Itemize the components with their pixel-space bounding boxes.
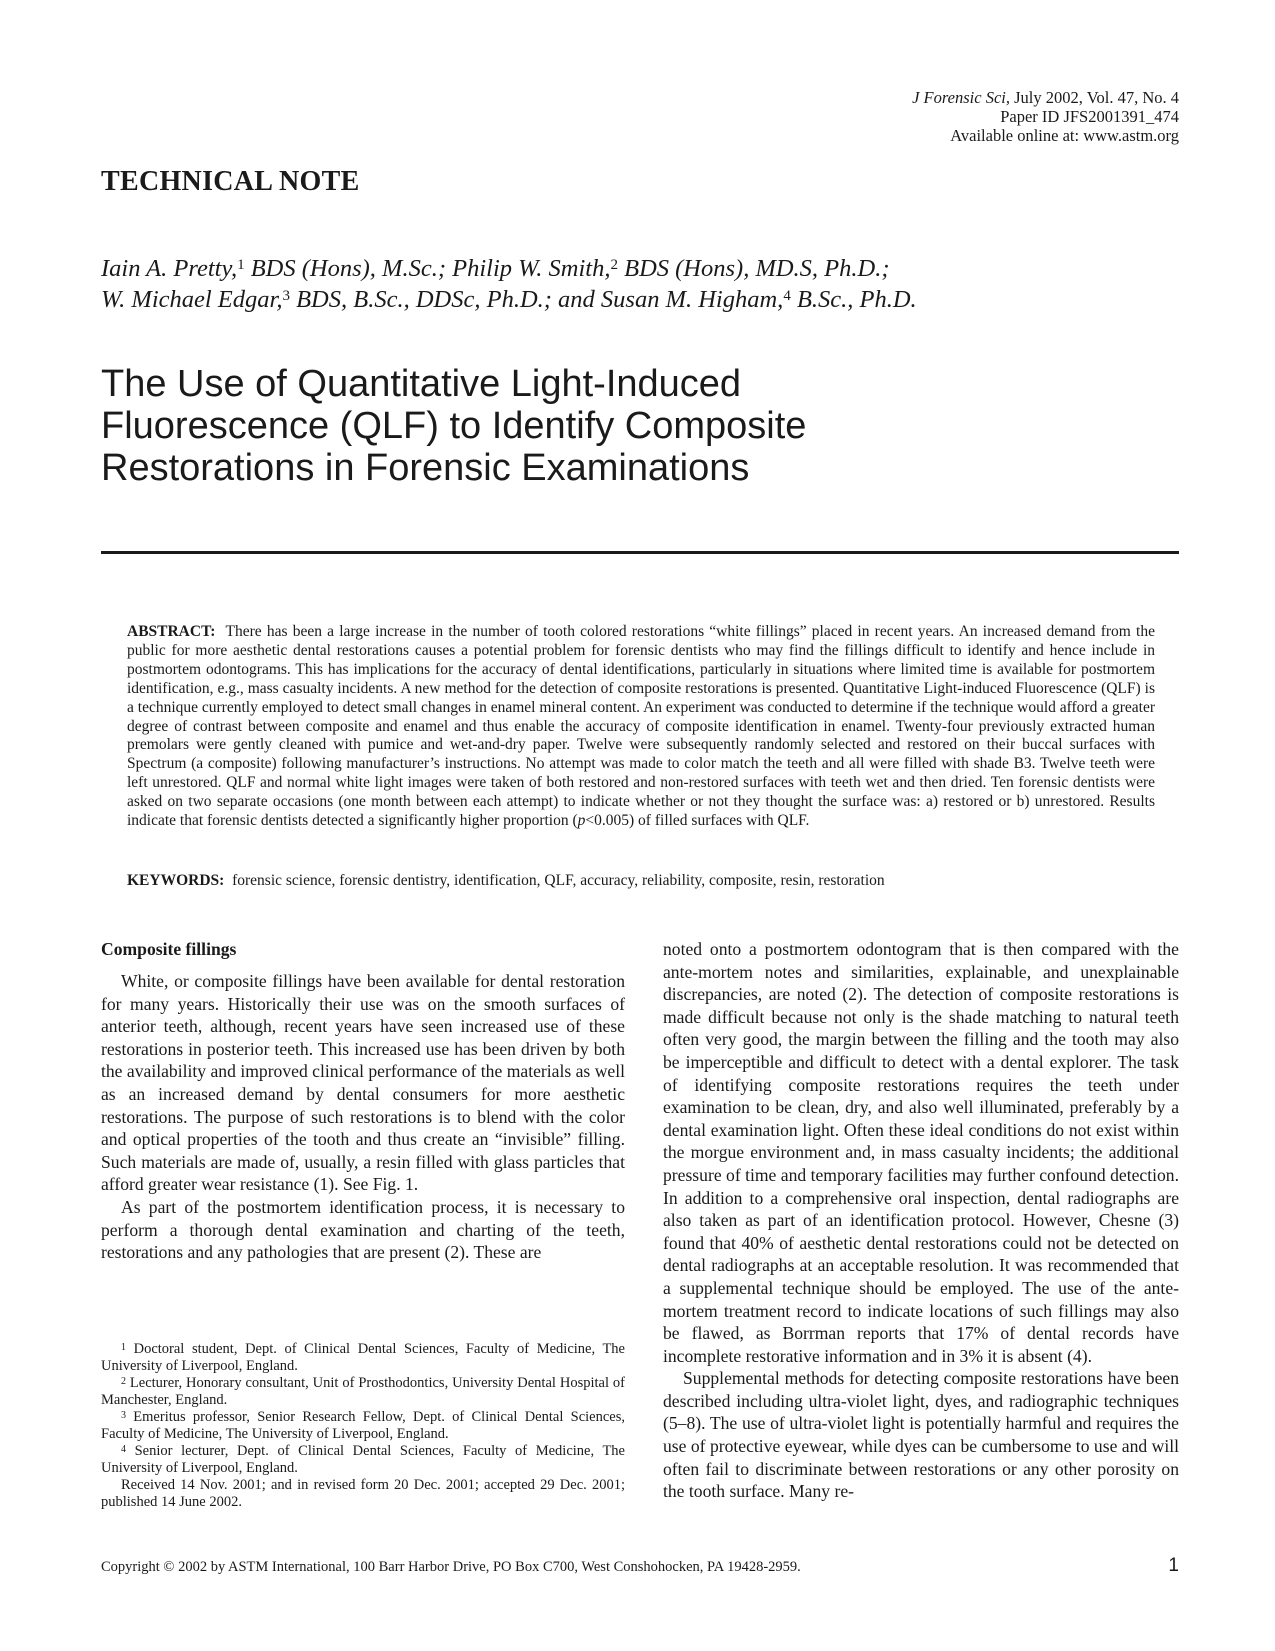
footnote-text: Emeritus professor, Senior Research Fellow, Dept. of Clinical Dental Sciences, Faculty of Medicine, The University of Liverpool, England.: [101, 1409, 625, 1442]
section-type-heading: TECHNICAL NOTE: [101, 166, 360, 197]
abstract-text-end: <0.005) of filled surfaces with QLF.: [585, 812, 810, 830]
footnote-mark: 3: [121, 1410, 126, 1421]
keywords-text: forensic science, forensic dentistry, identification, QLF, accuracy, reliability, composite, resin, restoration: [232, 872, 885, 889]
author-affiliation-mark: 3: [282, 288, 290, 304]
footnote-text: Lecturer, Honorary consultant, Unit of Prosthodontics, University Dental Hospital of Manchester, England.: [101, 1375, 625, 1408]
journal-issue: July 2002, Vol. 47, No. 4: [1010, 88, 1179, 107]
journal-line: [912, 88, 1179, 107]
body-paragraph: noted onto a postmortem odontogram that is then compared with the ante-mortem notes and similarities, explainable, and unexplainable discrepancies, are noted (2). The detection of composite restorations is made difficult because not only is the shade matching to natural teeth often very good, the margin between the filling and the tooth may also be imperceptible and difficult to detect with a dental explorer. The task of identifying composite restorations requires the teeth under examination to be clean, dry, and also well illuminated, preferably by a dental examination light. Often these ideal conditions do not exist within the morgue environment and, in mass casualty incidents; the additional pressure of time and temporary facilities may further confound detection. In addition to a comprehensive oral inspection, dental radiographs are also taken as part of an identification protocol. However, Chesne (3) found that 40% of aesthetic dental restorations could not be detected on dental radiographs at an acceptable resolution. It was recommended that a supplemental technique should be employed. The use of the ante-mortem treatment record to indicate locations of such fillings may also be flawed, as Borrman reports that 17% of dental records have incomplete restorative information and in 3% it is absent (4).: [663, 939, 1179, 1366]
title-line: Fluorescence (QLF) to Identify Composite: [101, 405, 807, 447]
title-divider: [101, 551, 1179, 554]
author-name: Philip W. Smith,: [452, 255, 611, 282]
abstract: [127, 623, 1155, 831]
author-name: Iain A. Pretty,: [101, 255, 238, 282]
footnote: [101, 1375, 625, 1409]
body-paragraph: As part of the postmortem identification process, it is necessary to perform a thorough dental examination and charting of the teeth, restorations and any pathologies that are present (2). These are: [101, 1196, 625, 1263]
footnote: [101, 1409, 625, 1443]
author-affiliation-mark: 4: [783, 288, 791, 304]
author-degrees: BDS, B.Sc., DDSc, Ph.D.; and: [289, 286, 601, 313]
title-line: The Use of Quantitative Light-Induced: [101, 363, 742, 405]
journal-citation-block: [912, 88, 1179, 145]
keywords: [127, 871, 1155, 890]
paper-id: Paper ID JFS2001391_474: [1000, 107, 1179, 126]
left-column: [101, 938, 625, 1264]
footnote-mark: 4: [121, 1444, 126, 1455]
author-list: [101, 253, 1101, 315]
title-line: Restorations in Forensic Examinations: [101, 447, 750, 489]
copyright-line: Copyright © 2002 by ASTM International, 100 Barr Harbor Drive, PO Box C700, West Conshohocken, PA 19428-2959.: [101, 1559, 801, 1575]
page-number: 1: [1168, 1555, 1179, 1576]
footnote-mark: 2: [121, 1376, 126, 1387]
footnotes: [101, 1341, 625, 1511]
author-name: W. Michael Edgar,: [101, 286, 283, 313]
abstract-text: There has been a large increase in the number of tooth colored restorations “white fillings” placed in recent years. An increased demand from the public for more aesthetic dental restorations causes a potential problem for forensic dentists who may find the fillings difficult to identify and hence include in postmortem odontograms. This has implications for the accuracy of dental identifications, particularly in situations where limited time is available for postmortem identification, e.g., mass casualty incidents. A new method for the detection of composite restorations is presented. Quantitative Light-induced Fluorescence (QLF) is a technique currently employed to detect small changes in enamel mineral content. An experiment was conducted to determine if the technique would afford a greater degree of contrast between composite and enamel and thus enable the accuracy of composite identification in enamel. Twenty-four previously extracted human premolars were gently cleaned with pumice and wet-and-dry paper. Twelve were subsequently randomly selected and restored on their buccal surfaces with Spectrum (a composite) following manufacturer’s instructions. No attempt was made to color match the teeth and all were filled with shade B3. Twelve teeth were left unrestored. QLF and normal white light images were taken of both restored and non-restored surfaces with teeth wet and then dried. Ten forensic dentists were asked on two separate occasions (one month between each attempt) to indicate whether or not they thought the surface was: a) restored or b) unrestored. Results indicate that forensic dentists detected a significantly higher proportion (: [127, 623, 1155, 830]
body-paragraph: Supplemental methods for detecting composite restorations have been described including ultra-violet light, dyes, and radiographic techniques (5–8). The use of ultra-violet light is potentially harmful and requires the use of protective eyewear, while dyes can be cumbersome to use and will often fail to discriminate between restorations or any other porosity on the tooth surface. Many re-: [663, 1368, 1179, 1502]
section-heading: Composite fillings: [101, 939, 237, 959]
author-degrees: BDS (Hons), MD.S, Ph.D.;: [617, 255, 890, 282]
right-column: [663, 938, 1179, 1503]
footnote: [101, 1341, 625, 1375]
journal-name: J Forensic Sci,: [912, 88, 1010, 107]
keywords-label: KEYWORDS:: [127, 872, 225, 889]
body-paragraph: White, or composite fillings have been available for dental restoration for many years. Historically their use was on the smooth surfaces of anterior teeth, although, recent years have seen increased use of these restorations in posterior teeth. This increased use has been driven by both the availability and improved clinical performance of the materials as well as an increased demand by dental consumers for more aesthetic restorations. The purpose of such restorations is to blend with the color and optical properties of the tooth and thus create an “invisible” filling. Such materials are made of, usually, a resin filled with glass particles that afford greater wear resistance (1). See Fig. 1.: [101, 971, 625, 1195]
paper-title: [101, 363, 1001, 489]
footnote-text: Doctoral student, Dept. of Clinical Dental Sciences, Faculty of Medicine, The University of Liverpool, England.: [101, 1341, 625, 1374]
p-value-symbol: p: [577, 812, 586, 830]
footnote-text: Senior lecturer, Dept. of Clinical Dental Sciences, Faculty of Medicine, The University of Liverpool, England.: [101, 1443, 625, 1476]
author-affiliation-mark: 1: [237, 257, 245, 273]
author-degrees: BDS (Hons), M.Sc.;: [244, 255, 453, 282]
author-affiliation-mark: 2: [610, 257, 618, 273]
footnote: [101, 1443, 625, 1477]
author-degrees: B.Sc., Ph.D.: [790, 286, 917, 313]
received-note: Received 14 Nov. 2001; and in revised form 20 Dec. 2001; accepted 29 Dec. 2001; published 14 June 2002.: [101, 1477, 625, 1510]
available-online: Available online at: www.astm.org: [950, 126, 1179, 145]
footnote-mark: 1: [121, 1342, 126, 1353]
author-name: Susan M. Higham,: [600, 286, 784, 313]
abstract-label: ABSTRACT:: [127, 623, 216, 640]
